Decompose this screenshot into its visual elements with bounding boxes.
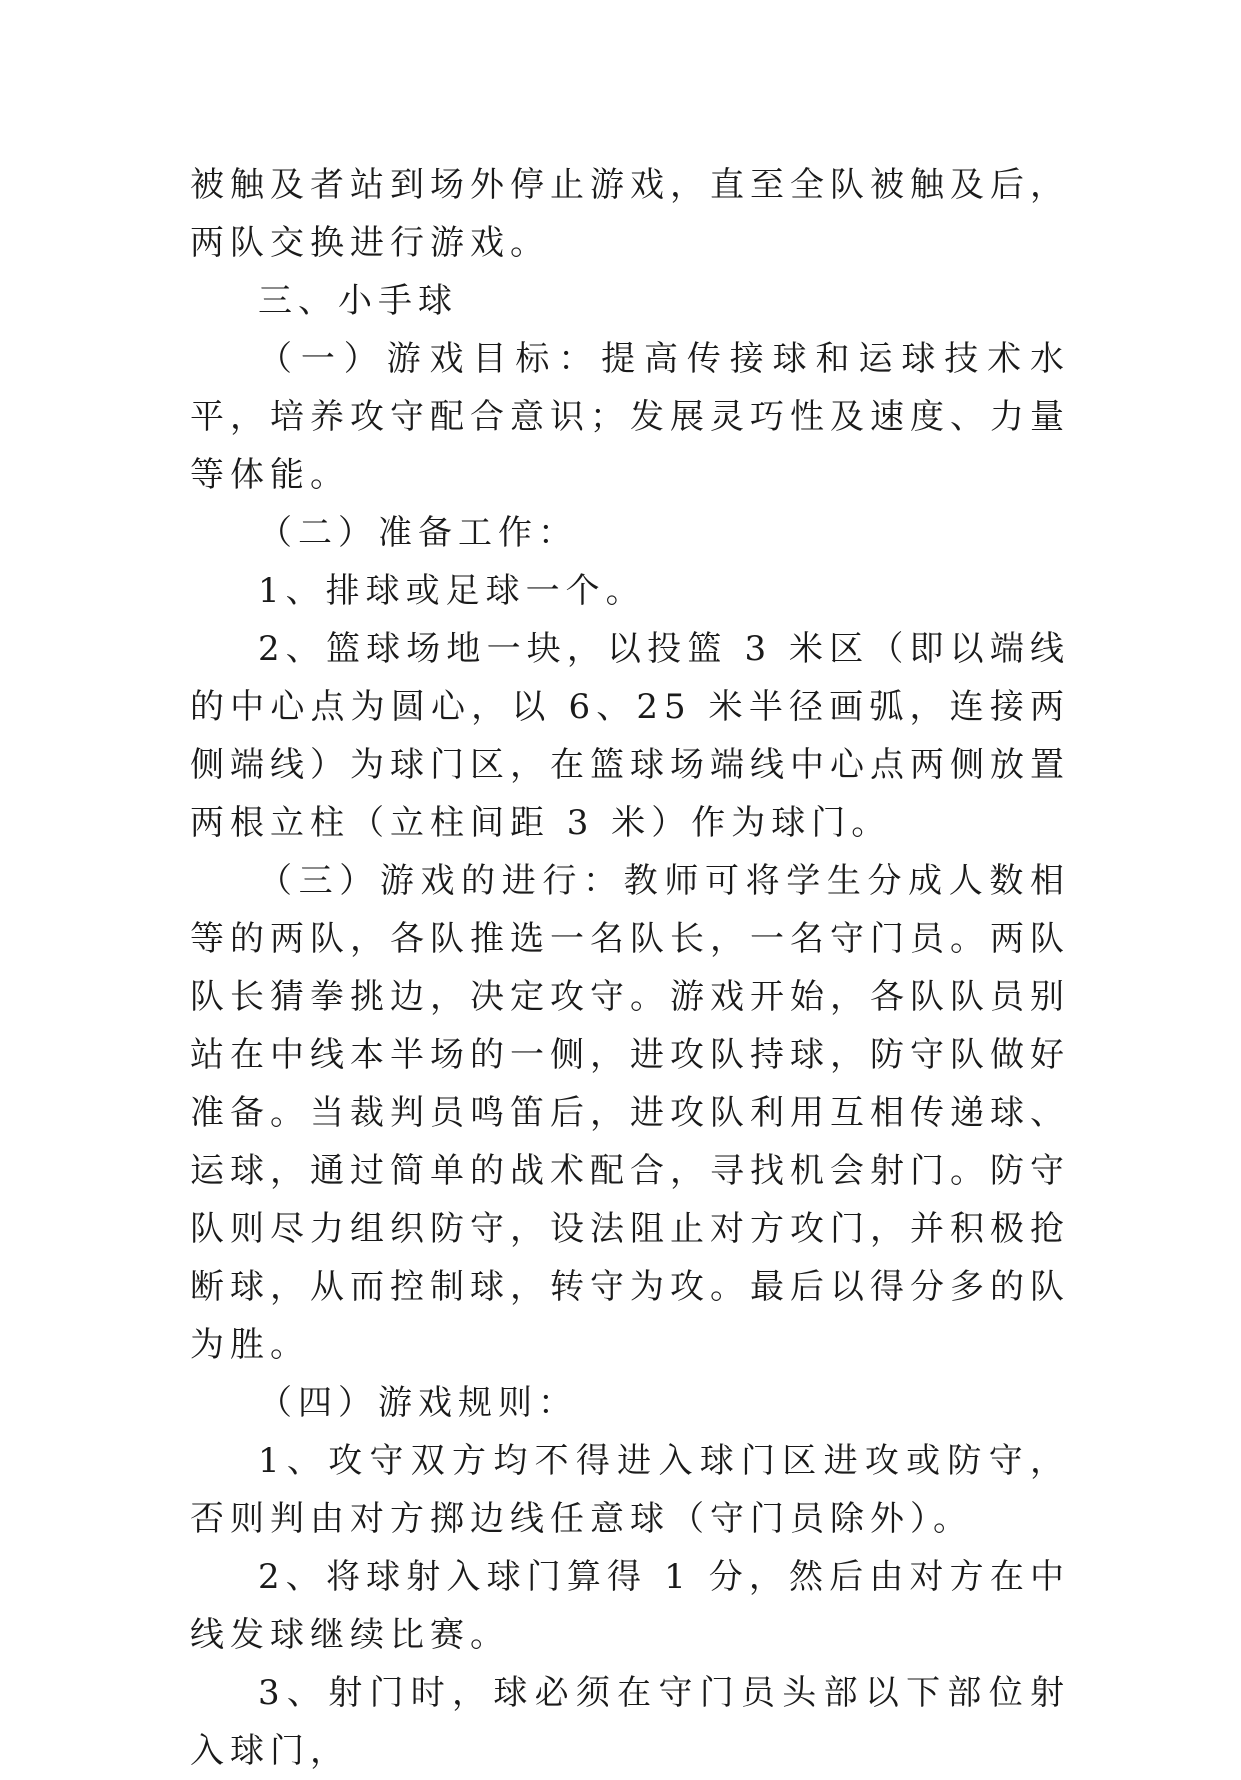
subheading-preparation: （二）准备工作： (258, 513, 578, 553)
paragraph-game-procedure: （三）游戏的进行：教师可将学生分成人数相等的两队，各队推选一名队长，一名守门员。两队队长猜拳挑边，决定攻守。游戏开始，各队队员别站在中线本半场的一侧，进攻队持球，防守队做好准备。当裁判员鸣笛后，进攻队利用互相传递球、运球，通过简单的战术配合，寻找机会射门。防守队则尽力组织防守，设法阻止对方攻门，并积极抢断球，从而控制球，转守为攻。最后以得分多的队为胜。 (190, 861, 1070, 1365)
paragraph-game-goal: （一）游戏目标：提高传接球和运球技术水平，培养攻守配合意识；发展灵巧性及速度、力量等体能。 (190, 339, 1070, 495)
rule-item-2: 2、将球射入球门算得 1 分，然后由对方在中线发球继续比赛。 (190, 1557, 1070, 1655)
section-heading-small-handball: 三、小手球 (258, 281, 458, 321)
rule-item-3: 3、射门时，球必须在守门员头部以下部位射入球门， (190, 1673, 1070, 1771)
rule-item-1: 1、攻守双方均不得进入球门区进攻或防守，否则判由对方掷边线任意球（守门员除外）。 (190, 1441, 1070, 1539)
document-body (190, 156, 1070, 1780)
paragraph-continuation: 被触及者站到场外停止游戏，直至全队被触及后，两队交换进行游戏。 (190, 165, 1070, 263)
subheading-game-rules: （四）游戏规则： (258, 1383, 578, 1423)
list-item-court: 2、篮球场地一块，以投篮 3 米区（即以端线的中心点为圆心，以 6、25 米半径画弧，连接两侧端线）为球门区，在篮球场端线中心点两侧放置两根立柱（立柱间距 3 米）作为球门。 (190, 629, 1070, 843)
list-item-ball: 1、排球或足球一个。 (258, 571, 646, 611)
